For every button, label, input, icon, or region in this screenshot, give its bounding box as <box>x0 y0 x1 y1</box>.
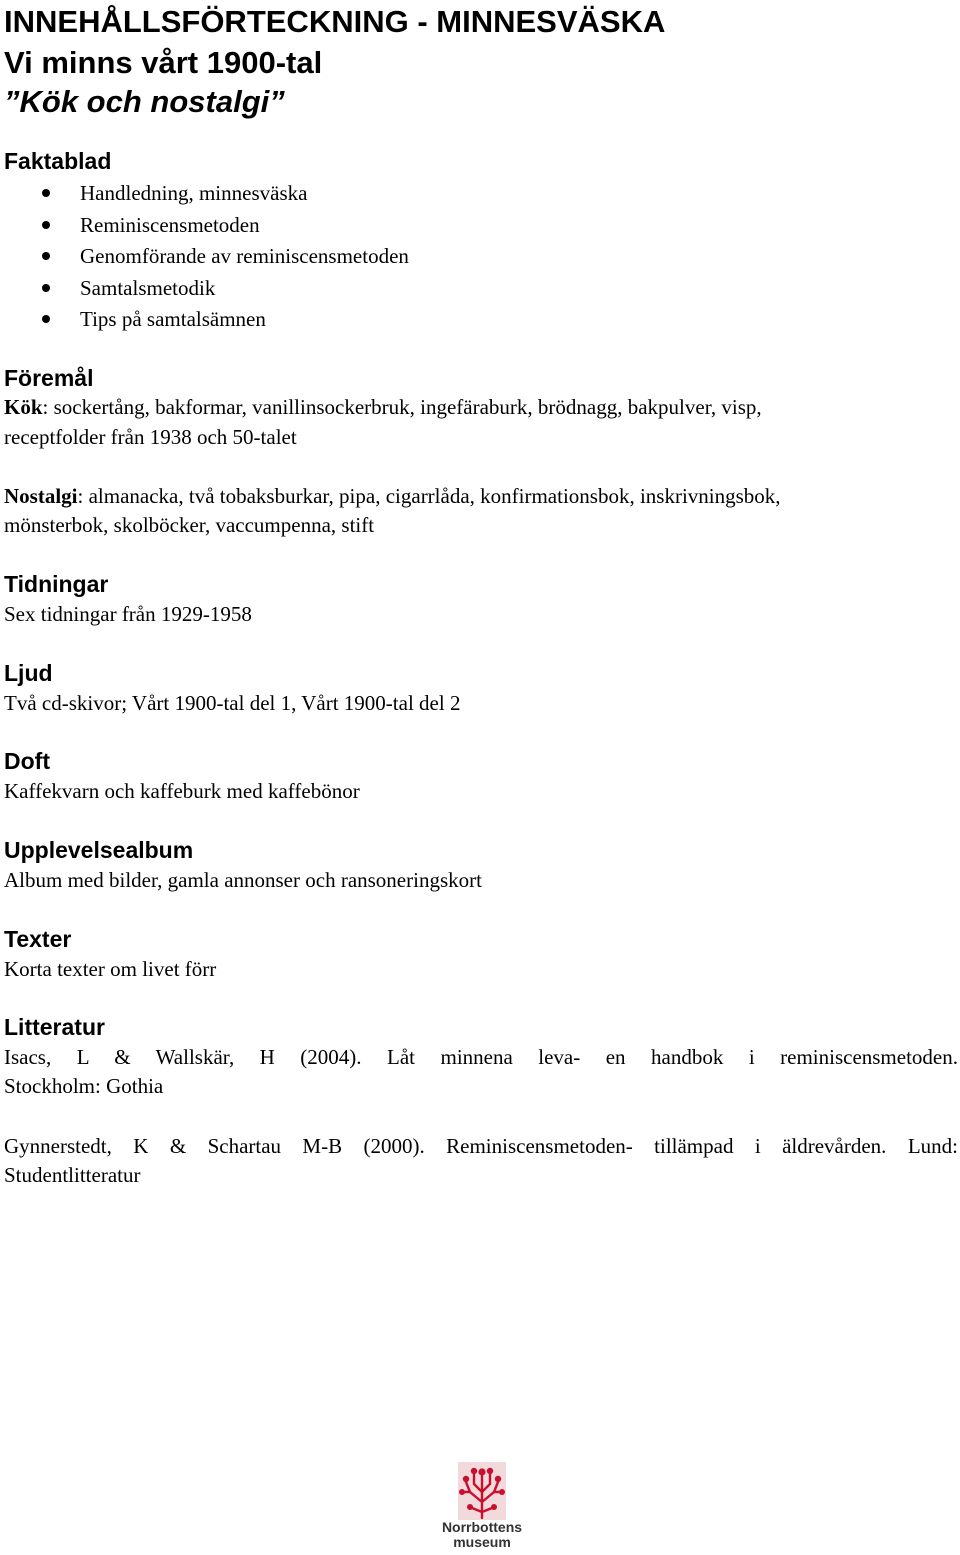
upplevelsealbum-text: Album med bilder, gamla annonser och ransoneringskort <box>4 868 482 892</box>
reference-2-line1: Gynnerstedt, K & Schartau M-B (2000). Reminiscensmetoden- tillämpad i äldrevården. Lund: <box>4 1134 958 1158</box>
bullet-icon <box>42 315 50 323</box>
norrbottens-museum-logo <box>436 1462 528 1554</box>
kok-items-line2: receptfolder från 1938 och 50-talet <box>4 425 297 449</box>
kok-items-line1: Kök: sockertång, bakformar, vanillinsockerbruk, ingefäraburk, brödnagg, bakpulver, visp, <box>4 395 762 419</box>
nostalgi-items-line1: Nostalgi: almanacka, två tobaksburkar, pipa, cigarrlåda, konfirmationsbok, inskrivningsbok, <box>4 484 781 508</box>
document-title: INNEHÅLLSFÖRTECKNING - MINNESVÄSKA <box>4 4 666 39</box>
section-heading-doft: Doft <box>4 748 50 774</box>
document-subtitle: Vi minns vårt 1900-tal <box>4 45 323 80</box>
section-heading-tidningar: Tidningar <box>4 571 109 597</box>
reference-2-line2: Studentlitteratur <box>4 1163 141 1187</box>
reference-1-line2: Stockholm: Gothia <box>4 1074 164 1098</box>
tidningar-text: Sex tidningar från 1929-1958 <box>4 602 252 626</box>
logo-wordmark: Norrbottens museum <box>441 1519 523 1550</box>
bullet-icon <box>42 189 50 197</box>
texter-text: Korta texter om livet förr <box>4 957 217 981</box>
section-heading-texter: Texter <box>4 926 72 952</box>
bullet-icon <box>42 252 50 260</box>
faktablad-list <box>4 178 409 336</box>
nostalgi-label: Nostalgi <box>4 484 78 508</box>
list-item: Tips på samtalsämnen <box>4 304 409 336</box>
section-heading-faktablad: Faktablad <box>4 148 112 174</box>
bullet-icon <box>42 284 50 292</box>
section-heading-foremal: Föremål <box>4 365 94 391</box>
nostalgi-items-line2: mönsterbok, skolböcker, vaccumpenna, stift <box>4 513 375 537</box>
kok-label: Kök <box>4 395 43 419</box>
ljud-text: Två cd-skivor; Vårt 1900-tal del 1, Vårt 1900-tal del 2 <box>4 691 461 715</box>
reference-1-line1: Isacs, L & Wallskär, H (2004). Låt minnena leva- en handbok i reminiscensmetoden. <box>4 1045 958 1069</box>
section-heading-ljud: Ljud <box>4 660 53 686</box>
doft-text: Kaffekvarn och kaffeburk med kaffebönor <box>4 779 360 803</box>
bullet-icon <box>42 221 50 229</box>
list-item: Samtalsmetodik <box>4 273 409 305</box>
section-heading-litteratur: Litteratur <box>4 1014 105 1040</box>
museum-tree-icon <box>458 1462 506 1520</box>
list-item: Reminiscensmetoden <box>4 210 409 242</box>
section-heading-upplevelsealbum: Upplevelsealbum <box>4 837 194 863</box>
list-item: Handledning, minnesväska <box>4 178 409 210</box>
theme-title: ”Kök och nostalgi” <box>4 84 285 119</box>
list-item: Genomförande av reminiscensmetoden <box>4 241 409 273</box>
